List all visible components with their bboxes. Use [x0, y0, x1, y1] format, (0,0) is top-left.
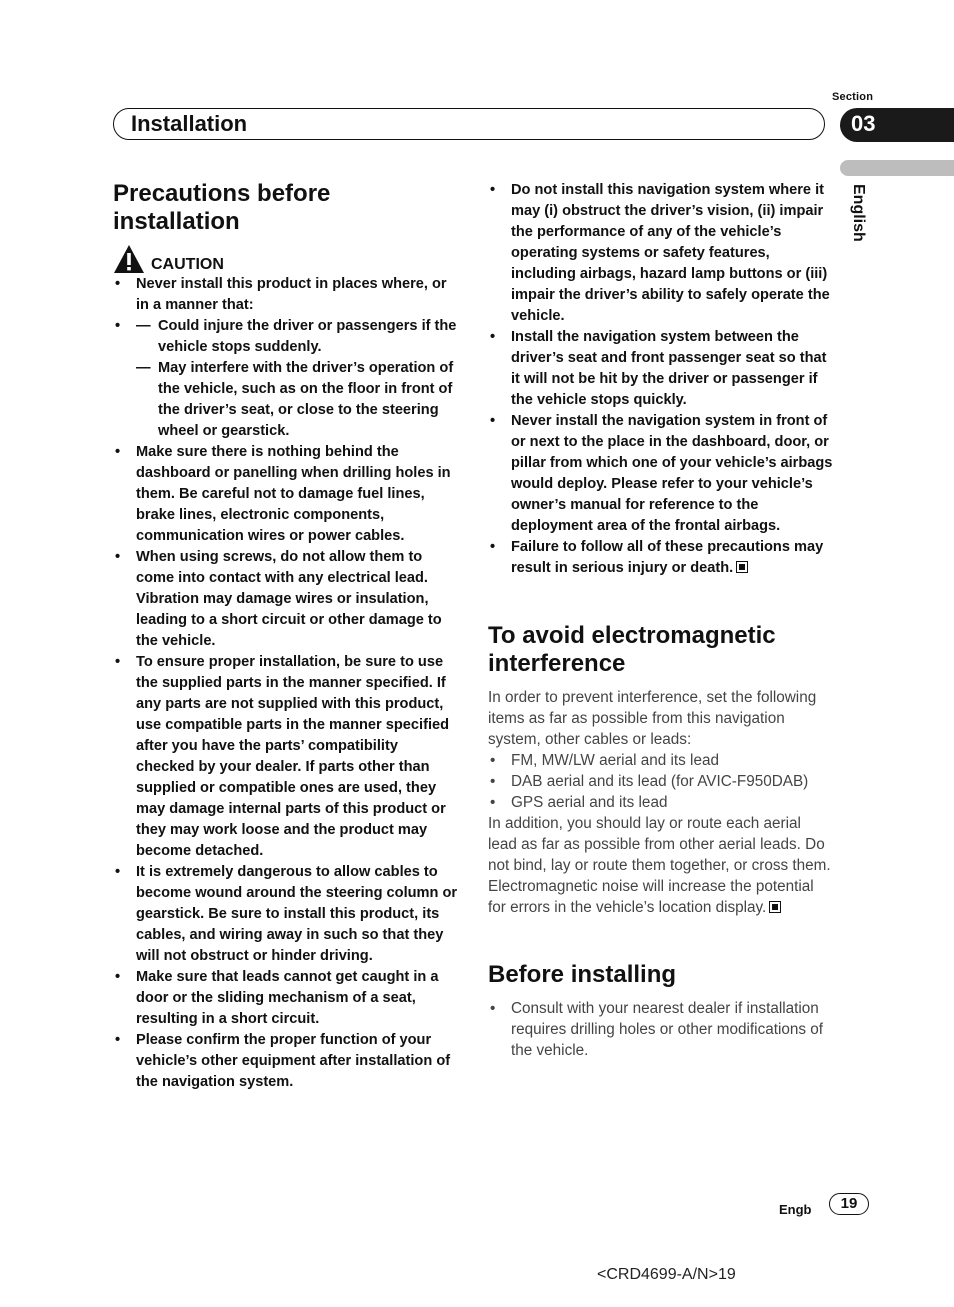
sub-list-item: — May interfere with the driver’s operation of the vehicle, such as on the floor in front of the driver’s seat, or close to the steering wheel or gearstick. — [136, 358, 458, 442]
section-label: Section — [832, 91, 874, 103]
header-bar — [113, 108, 825, 140]
language-tab — [840, 160, 954, 176]
list-item: • DAB aerial and its lead (for AVIC-F950DAB) — [488, 771, 833, 792]
emi-intro: In order to prevent interference, set the following items as far as possible from this navigation system, other cables or leads: — [488, 689, 817, 748]
list-item: • Install the navigation system between the driver’s seat and front passenger seat so that it will not be hit by the driver or passenger if the vehicle stops quickly. — [488, 327, 833, 411]
emi-outro-paragraph — [488, 813, 833, 918]
precautions-list-continued — [488, 180, 833, 579]
emi-list — [488, 750, 833, 813]
before-installing-section — [488, 998, 833, 1061]
section-tab — [840, 108, 954, 142]
list-item: • Do not install this navigation system where it may (i) obstruct the driver’s vision, (ii) impair the performance of any of the vehicle’s operating systems or safety features, including airbags, hazard lamp buttons or (iii) impair the driver’s ability to safely operate the vehicle. — [488, 180, 833, 327]
list-item: • Make sure that leads cannot get caught in a door or the sliding mechanism of a seat, resulting in a short circuit. — [113, 967, 458, 1030]
list-item: • Never install this product in places where, or in a manner that: — [113, 274, 458, 316]
emi-section — [488, 687, 833, 918]
right-column — [488, 180, 833, 1061]
end-mark-icon — [736, 561, 748, 573]
language-label: English — [850, 184, 867, 242]
list-item: • Please confirm the proper function of your vehicle’s other equipment after installation of the navigation system. — [113, 1030, 458, 1093]
emi-outro: In addition, you should lay or route each aerial lead as far as possible from other aerial leads. Do not bind, lay or route them together, or cross them. Electromagnetic noise will increase the potential for errors in the vehicle’s location display. — [488, 815, 831, 916]
left-column — [113, 180, 458, 1093]
footer-language-code: Engb — [779, 1202, 812, 1217]
list-item: • Never install the navigation system in front of or next to the place in the dashboard, door, or pillar from which one of your vehicle’s airbags would deploy. Please refer to your vehicle’s owner’s manual for reference to the deployment area of the frontal airbags. — [488, 411, 833, 537]
section-number: 03 — [851, 111, 876, 136]
document-code: <CRD4699-A/N>19 — [597, 1266, 736, 1283]
chapter-title: Installation — [131, 111, 248, 136]
end-mark-icon — [769, 901, 781, 913]
list-item: • Make sure there is nothing behind the dashboard or panelling when drilling holes in them. Be careful not to damage fuel lines, brake lines, electronic components, communication wires or power cables. — [113, 442, 458, 547]
list-item: • GPS aerial and its lead — [488, 792, 833, 813]
list-item: • To ensure proper installation, be sure to use the supplied parts in the manner specified. If any parts are not supplied with this product, use compatible parts in the manner specified after you have the parts’ compatibility checked by your dealer. If parts other than supplied or compatible ones are used, they may damage internal parts of this product or they may work loose and the product may become detached. — [113, 652, 458, 862]
warning-triangle-icon — [113, 244, 145, 274]
emi-heading: To avoid electromagnetic interference — [488, 622, 776, 677]
caution-label: CAUTION — [151, 256, 224, 273]
list-item: • It is extremely dangerous to allow cables to become wound around the steering column or gearstick. Be sure to install this product, its cables, and wiring away in such so that they will not obstruct or hinder driving. — [113, 862, 458, 967]
precautions-heading: Precautions before installation — [113, 180, 331, 235]
list-item-text: Failure to follow all of these precautions may result in serious injury or death. — [511, 539, 824, 576]
list-item-last — [488, 537, 833, 579]
precautions-list — [113, 274, 458, 1093]
before-installing-heading: Before installing — [488, 961, 677, 988]
caution-block — [113, 240, 458, 274]
sub-list-item: — • Could injure the driver or passengers if the vehicle stops suddenly. — [136, 316, 458, 358]
before-installing-list — [488, 998, 833, 1061]
sub-list-container — [113, 316, 458, 442]
list-item: • When using screws, do not allow them to come into contact with any electrical lead. Vibration may damage wires or insulation, leading to a short circuit or other damage to the vehicle. — [113, 547, 458, 652]
list-item: • FM, MW/LW aerial and its lead — [488, 750, 833, 771]
list-item: • Consult with your nearest dealer if installation requires drilling holes or other modifications of the vehicle. — [488, 998, 833, 1061]
page-number: 19 — [829, 1193, 869, 1215]
